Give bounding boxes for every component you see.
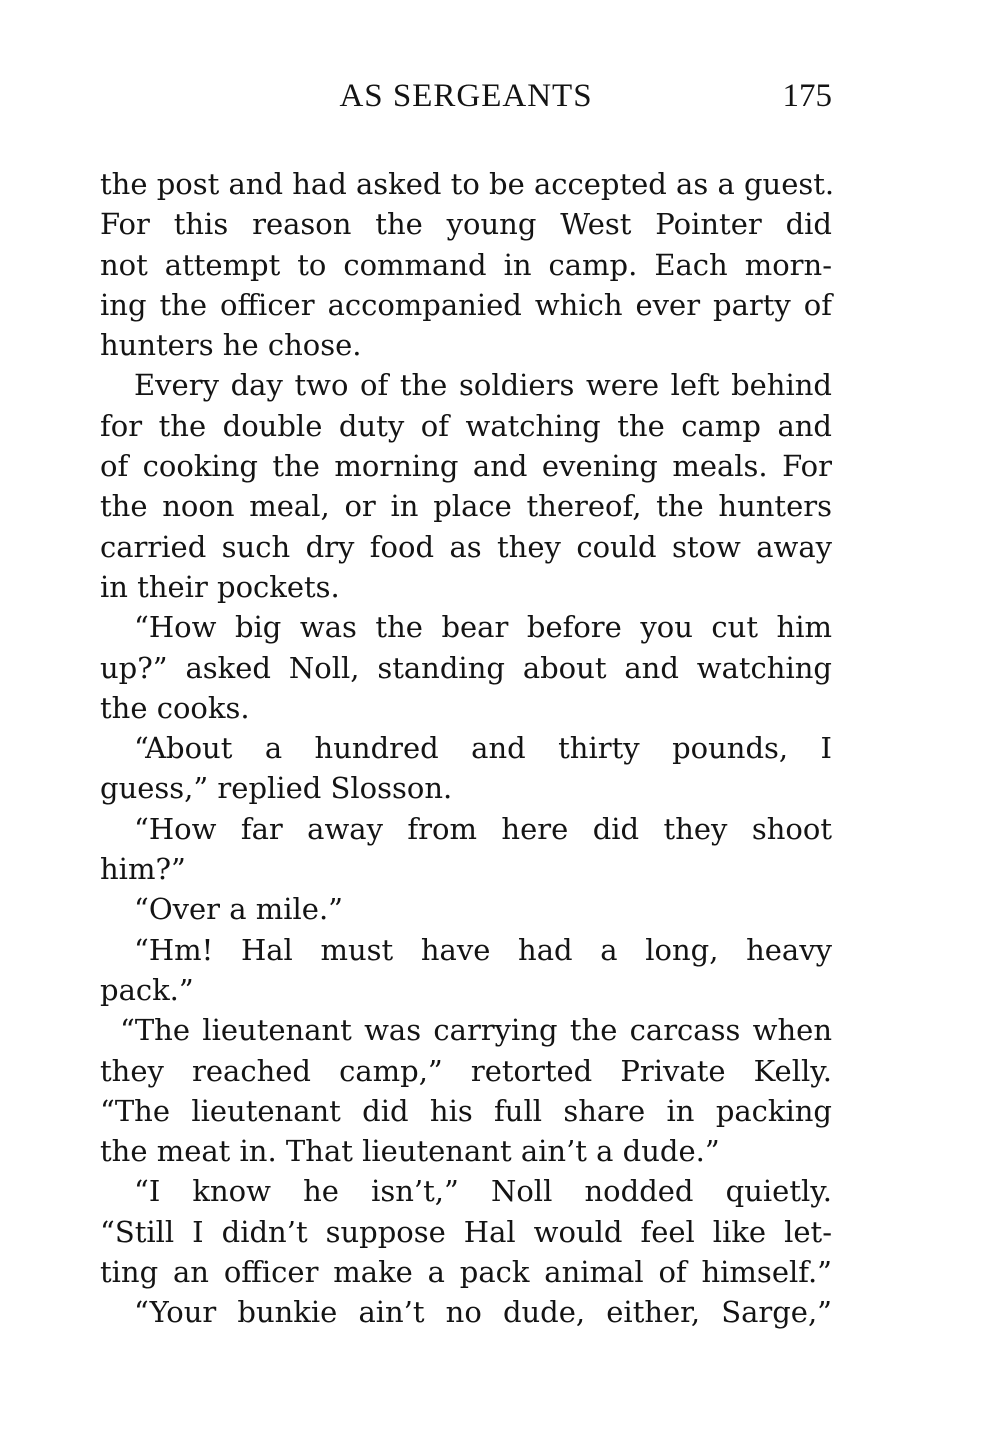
page-number: 175 xyxy=(782,78,832,114)
text-line: carried such dry food as they could stow away xyxy=(100,529,832,564)
text-line: guess,” replied Slosson. xyxy=(100,771,453,806)
text-line: of cooking the morning and evening meals. For xyxy=(100,449,832,484)
text-line: hunters he chose. xyxy=(100,328,362,363)
text-line: not attempt to command in camp. Each morn- xyxy=(100,247,832,282)
body-text xyxy=(100,164,835,1333)
running-title: AS SERGEANTS xyxy=(339,78,593,114)
text-line: “The lieutenant was carrying the carcass when xyxy=(120,1013,832,1048)
text-line: “About a hundred and thirty pounds, I xyxy=(134,731,832,766)
running-head xyxy=(100,78,832,122)
text-line: the cooks. xyxy=(100,690,250,725)
text-line: the meat in. That lieutenant ain’t a dude.” xyxy=(100,1134,720,1169)
text-line: “I know he isn’t,” Noll nodded quietly. xyxy=(134,1174,832,1209)
text-line: “Over a mile.” xyxy=(134,892,343,927)
text-line: in their pockets. xyxy=(100,569,340,604)
text-line: they reached camp,” retorted Private Kelly. xyxy=(100,1053,832,1088)
text-line: him?” xyxy=(100,852,186,887)
text-line: the post and had asked to be accepted as a guest. xyxy=(100,167,835,201)
text-line: ting an officer make a pack animal of himself.” xyxy=(100,1255,832,1290)
text-line: the noon meal, or in place thereof, the hunters xyxy=(100,489,832,524)
text-line: “How big was the bear before you cut him xyxy=(134,610,832,645)
text-line: “The lieutenant did his full share in packing xyxy=(100,1093,832,1128)
text-line: “Hm! Hal must have had a long, heavy xyxy=(134,932,832,967)
text-line: pack.” xyxy=(100,972,194,1007)
text-line: For this reason the young West Pointer did xyxy=(100,207,832,242)
text-line: ing the officer accompanied which ever party of xyxy=(100,287,832,322)
text-line: for the double duty of watching the camp and xyxy=(100,408,832,443)
text-line: “How far away from here did they shoot xyxy=(134,811,832,846)
text-line: “Still I didn’t suppose Hal would feel like let- xyxy=(100,1214,832,1249)
text-line: up?” asked Noll, standing about and watching xyxy=(100,650,832,685)
text-line: “Your bunkie ain’t no dude, either, Sarge,” xyxy=(134,1295,832,1330)
text-line: Every day two of the soldiers were left behind xyxy=(134,368,832,403)
